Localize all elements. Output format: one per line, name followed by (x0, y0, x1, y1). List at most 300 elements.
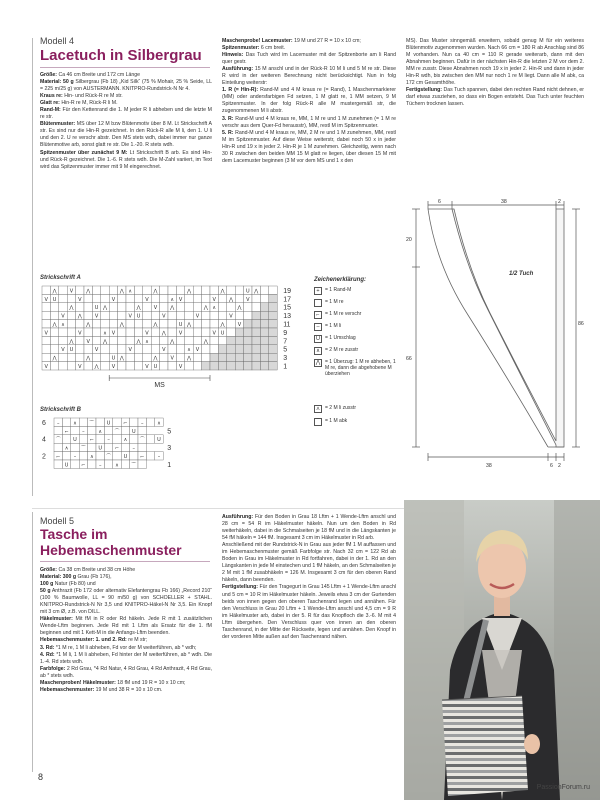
svg-text:⋀: ⋀ (102, 338, 108, 345)
chart-cell (202, 345, 210, 353)
chart-cell (42, 328, 50, 336)
chart-cell (260, 303, 268, 311)
svg-text:V: V (78, 296, 82, 303)
dim-label: 20 (406, 237, 412, 243)
chart-cell (50, 294, 58, 302)
model-label: Modell 5 (40, 516, 75, 526)
paragraph-text: Lt Strickschrift B arb. Es sind Hin- und Rück-R gezeichnet. Die 1.-6. R stets wdh. Die M-Zahl variiert, im Text wird das Spitzenmuster immer mit 9 M eingerechnet. (40, 149, 212, 170)
dim-label: 2 (558, 463, 561, 469)
dim-label: 38 (501, 199, 507, 205)
chart-cell (50, 362, 58, 370)
paragraph-heading: Glatt re: (40, 100, 60, 107)
svg-text:V: V (145, 364, 149, 370)
chart-cell (62, 426, 70, 434)
svg-text:V: V (44, 296, 48, 303)
row-number: 9 (283, 329, 288, 337)
chart-cell (176, 303, 184, 311)
svg-text:∧: ∧ (64, 445, 69, 452)
chart-cell (193, 362, 201, 370)
chart-cell (235, 345, 243, 353)
svg-text:⋀: ⋀ (220, 288, 225, 295)
chart-cell (67, 362, 75, 370)
chart-cell (269, 320, 277, 328)
paragraph-text: Anthrazit (Fb 172 oder alternativ Elefantengrau Fb 166) „Record 210“ (100 % Baumwolle, LL = 90 m/50 g) von SCHOELLER + STAHL. KNITPRO-Rundstrick-N Nr 3,5 und KNITPRO-Häkel-N Nr 3,5. Ein Knopf mit 3 cm Ø, z.B. von DILL. (40, 588, 212, 616)
chart-cell (126, 353, 134, 361)
chart-cell (244, 311, 252, 319)
paragraph-heading: 3. Rd: (40, 644, 55, 651)
chart-cell (79, 443, 87, 451)
paragraph-text: Hin- und Rück-R re M str. (62, 93, 123, 100)
chart-cell (151, 320, 159, 328)
paragraph-text: *1 M li, 1 M li abheben, Fd hinter der M weiterführen, ab * wdh. Die 1.-4. Rd stets wdh. (40, 651, 212, 665)
model-photo (404, 500, 600, 800)
svg-text:∧: ∧ (128, 288, 133, 295)
chart-cell (104, 426, 112, 434)
svg-text:⌒: ⌒ (80, 445, 86, 452)
svg-text:∧: ∧ (73, 420, 77, 427)
paragraph-text: Silbergrau (Fb 18) „Kid Silk“ (75 % Mohair, 25 % Seide, LL = 225 m/25 g) von AUSTERMANN. KNITPRO-Rundstrick-N Nr 4. (40, 79, 212, 93)
chart-cell (54, 452, 62, 460)
svg-text:V: V (170, 355, 174, 362)
chart-cell (59, 362, 67, 370)
paragraph (40, 666, 212, 680)
chart-cell (202, 320, 210, 328)
chart-cell (260, 311, 268, 319)
svg-text:⋀: ⋀ (228, 296, 234, 303)
chart-cell (84, 320, 92, 328)
chart-cell (176, 286, 184, 294)
paragraph-text: Natur (Fb 80) und (53, 581, 96, 588)
paragraph-text: 6 cm breit. (259, 45, 286, 52)
chart-cell (235, 353, 243, 361)
chart-cell (227, 328, 235, 336)
svg-text:⋀: ⋀ (186, 288, 192, 295)
svg-text:–: – (107, 437, 110, 444)
chart-cell (202, 294, 210, 302)
chart-cell (113, 426, 121, 434)
chart-cell (218, 320, 226, 328)
chart-cell (218, 328, 226, 336)
chart-cell (101, 328, 109, 336)
chart-cell (143, 336, 151, 344)
chart-cell (134, 303, 142, 311)
chart-cell (168, 320, 176, 328)
row-number: 15 (283, 304, 291, 312)
chart-cell (62, 443, 70, 451)
paragraph-text: Das Tuch wird im Lacemuster mit der Spitzenborte am li Rand quer gestr. (222, 52, 396, 66)
chart-cell (235, 286, 243, 294)
chart-cell (185, 328, 193, 336)
svg-text:∧: ∧ (98, 428, 103, 435)
chart-cell (269, 362, 277, 370)
chart-cell (143, 286, 151, 294)
svg-text:V: V (78, 364, 82, 370)
paragraph-text: re M str; (126, 637, 148, 644)
chart-cell (193, 353, 201, 361)
chart-cell (121, 426, 129, 434)
text-column (40, 567, 212, 773)
paragraph (40, 79, 212, 93)
svg-text:∧: ∧ (89, 454, 94, 460)
chart-cell (126, 345, 134, 353)
chart-cell (260, 294, 268, 302)
chart-cell (252, 336, 260, 344)
chart-cell (185, 320, 193, 328)
chart-cell (260, 286, 268, 294)
paragraph-text: 19 M und 27 R = 10 x 10 cm; (292, 38, 361, 44)
text-column (222, 514, 396, 776)
chart-cell (42, 320, 50, 328)
svg-text:V: V (111, 330, 116, 337)
chart-cell (67, 353, 75, 361)
chart-cell (160, 311, 168, 319)
svg-text:V: V (212, 296, 216, 303)
row-number: 11 (283, 321, 291, 329)
chart-cell (88, 443, 96, 451)
chart-cell (227, 362, 235, 370)
chart-cell (92, 294, 100, 302)
legend-text: = 1 Rand-M (325, 287, 352, 293)
chart-cell (84, 353, 92, 361)
chart-cell (50, 286, 58, 294)
title-rule (40, 67, 210, 68)
chart-cell (218, 345, 226, 353)
chart-cell (54, 426, 62, 434)
chart-cell (269, 345, 277, 353)
chart-cell (151, 328, 159, 336)
paragraph (222, 130, 396, 165)
row-number: 5 (283, 346, 288, 354)
row-number: 7 (283, 338, 288, 346)
svg-text:–: – (56, 420, 60, 427)
section-bar (32, 512, 33, 772)
chart-cell (252, 328, 260, 336)
legend-symbol-icon: ⋏ (315, 406, 321, 412)
svg-text:⋀: ⋀ (86, 355, 91, 362)
chart-cell (252, 294, 260, 302)
svg-text:∧: ∧ (157, 420, 161, 427)
chart-cell (168, 336, 176, 344)
model-label: Modell 4 (40, 36, 75, 46)
svg-text:⌒: ⌒ (139, 437, 145, 444)
legend-item (314, 347, 400, 355)
chart-cell (151, 336, 159, 344)
svg-text:V: V (246, 296, 250, 303)
chart-cell (126, 320, 134, 328)
paragraph-heading: Größe: (40, 72, 58, 78)
chart-cell (101, 353, 109, 361)
chart-cell (235, 311, 243, 319)
chart-cell (235, 328, 243, 336)
chart-cell (185, 353, 193, 361)
chart-cell (84, 311, 92, 319)
svg-text:⌒: ⌒ (131, 462, 137, 469)
chart-cell (176, 336, 184, 344)
chart-cell (42, 294, 50, 302)
chart-cell (227, 286, 235, 294)
chart-cell (109, 328, 117, 336)
chart-cell (84, 328, 92, 336)
chart-cell (185, 345, 193, 353)
chart-cell (62, 435, 70, 443)
svg-text:V: V (178, 330, 183, 337)
chart-cell (113, 418, 121, 426)
chart-cell (252, 286, 260, 294)
svg-text:⋀: ⋀ (153, 355, 158, 362)
paragraph-text: MS). Das Muster sinngemäß erweitern, sobald genug M für ein weiteres Blütenmotiv zugenommen wurden. Nach 66 cm = 180 R ab Anschlag sind 86 M vorhanden. Nun ca 40 cm = 110 R gerade weiterarb, dann mit den Abnahmen beginnen. Dafür in der nächsten Hin-R die letzten 2 M vor dem 2. MM re zusstr. Diese Abnahmen noch 19 x in jeder 2. Hin-R und dann in jeder Hin-R wdh, bis zwischen den MM nur noch 1 re M liegt. Dann alle M abk, ca 172 cm Gesamthöhe. (406, 38, 584, 87)
svg-text:U: U (220, 330, 225, 337)
svg-text:V: V (195, 313, 200, 320)
legend-item (314, 311, 400, 319)
svg-text:⋀: ⋀ (102, 305, 108, 312)
chart-cell (71, 460, 79, 468)
svg-text:⋀: ⋀ (254, 288, 259, 295)
chart-cell (210, 303, 218, 311)
chart-cell (269, 294, 277, 302)
chart-cell (227, 294, 235, 302)
chart-cell (160, 353, 168, 361)
svg-text:∧: ∧ (145, 338, 149, 345)
chart-cell (218, 311, 226, 319)
chart-cell (118, 303, 126, 311)
svg-text:U: U (123, 454, 128, 460)
chart-cell (227, 345, 235, 353)
svg-text:V: V (69, 288, 74, 295)
paragraph (222, 38, 396, 45)
dim-label: 86 (578, 321, 584, 327)
chart-b (40, 416, 200, 472)
legend-text: = 2 M re zusstr (325, 347, 359, 353)
svg-text:V: V (145, 330, 149, 337)
svg-text:⌐: ⌐ (123, 420, 128, 427)
chart-cell (54, 443, 62, 451)
paragraph-text: Ca 46 cm Breite und 172 cm Länge (57, 72, 141, 78)
chart-cell (235, 294, 243, 302)
chart-cell (202, 286, 210, 294)
svg-text:⋀: ⋀ (203, 338, 208, 345)
svg-text:V: V (78, 330, 82, 337)
chart-cell (104, 435, 112, 443)
paragraph-text: Anschließend mit der Rundstrick-N in Grau aus jeder fM 1 M auffassen und im Hebemaschenmuster gemäß Farbfolge str. Nach 32 cm = 122 Rd ab Boden in Grau im Häkelmuster in Rd fortfahren, dabei in der 1. Rd an den Längskanten in jede M einstechen und 1 fM häkeln, an den Schmalseiten je 2 M mit 1 fM zusabhäkeln = 126 M. Insgesamt 3 cm für den oberen Rand häkeln, dann beenden. (222, 542, 396, 584)
chart-cell (42, 345, 50, 353)
chart-cell (193, 311, 201, 319)
paragraph-text: Ca 38 cm Breite und 38 cm Höhe (57, 567, 136, 573)
svg-text:⋀: ⋀ (186, 322, 192, 328)
svg-text:V: V (195, 347, 200, 354)
chart-cell (67, 294, 75, 302)
row-number: 4 (42, 436, 46, 444)
chart-cell (218, 362, 226, 370)
chart-cell (193, 320, 201, 328)
svg-text:U: U (69, 347, 74, 354)
chart-cell (76, 303, 84, 311)
paragraph-heading: 5. R: (222, 129, 234, 136)
chart-cell (210, 320, 218, 328)
chart-cell (168, 345, 176, 353)
chart-cell (59, 311, 67, 319)
chart-cell (59, 353, 67, 361)
chart-cell (185, 336, 193, 344)
chart-cell (71, 435, 79, 443)
chart-cell (118, 286, 126, 294)
chart-cell (59, 286, 67, 294)
chart-cell (202, 336, 210, 344)
chart-cell (84, 345, 92, 353)
svg-text:⌐: ⌐ (114, 445, 120, 452)
chart-cell (118, 311, 126, 319)
legend-symbol-icon: + (314, 287, 322, 295)
chart-cell (101, 362, 109, 370)
chart-cell (210, 294, 218, 302)
paragraph (40, 652, 212, 666)
chart-cell (210, 353, 218, 361)
paragraph-heading: Maschenprobe! Lacemuster: (222, 38, 293, 44)
chart-cell (176, 320, 184, 328)
chart-cell (146, 452, 154, 460)
chart-cell (59, 294, 67, 302)
chart-cell (134, 311, 142, 319)
chart-cell (210, 328, 218, 336)
paragraph-text: Für den Boden in Grau 18 Lftm + 1 Wende-Lftm anschl und 28 cm = 54 R im Häkelmuster häkeln. Nun um den Boden in Rd weiterhäkeln, dabei in die Schmalseiten je 18 fM und in die Längskanten je 54 fM häkeln = 144 fM. Insgesamt 3 cm im Häkelmuster in Rd arb. (222, 514, 396, 542)
chart-cell (244, 336, 252, 344)
chart-cell (130, 443, 138, 451)
chart-cell (104, 443, 112, 451)
paragraph-text: Mit fM in R oder Rd häkeln. Jede R mit 1 zusätzlichen Wende-Lftm beginnen. Jede Rd mit 1 Lftm als Ersatz für die 1. fM beginnen und mit 1 Kett-M in die Anfangs-Lftm beenden. (40, 616, 212, 637)
chart-cell (109, 311, 117, 319)
chart-cell (121, 435, 129, 443)
chart-cell (109, 294, 117, 302)
chart-cell (71, 443, 79, 451)
chart-cell (96, 443, 104, 451)
row-number: 3 (283, 355, 288, 363)
section-title: Lacetuch in Silbergrau (40, 47, 202, 64)
chart-cell (155, 435, 163, 443)
chart-cell (151, 294, 159, 302)
svg-text:V: V (162, 347, 166, 354)
chart-cell (84, 303, 92, 311)
chart-cell (118, 328, 126, 336)
paragraph-heading: Maschenproben! Häkelmuster: (40, 679, 116, 686)
chart-cell (118, 353, 126, 361)
chart-cell (155, 418, 163, 426)
section-bar (32, 38, 33, 496)
chart-cell (244, 294, 252, 302)
paragraph (406, 38, 584, 87)
chart-cell (121, 452, 129, 460)
svg-text:V: V (178, 296, 183, 303)
chart-cell (126, 362, 134, 370)
svg-text:⌒: ⌒ (55, 437, 61, 444)
paragraph (222, 66, 396, 87)
chart-cell (101, 286, 109, 294)
paragraph (40, 588, 212, 616)
chart-cell (202, 353, 210, 361)
svg-text:⋀: ⋀ (203, 305, 208, 312)
svg-text:⋀: ⋀ (77, 313, 82, 320)
svg-text:⋀: ⋀ (170, 338, 175, 345)
chart-cell (134, 286, 142, 294)
dim-label: 66 (406, 356, 412, 362)
chart-cell (260, 336, 268, 344)
chart-cell (130, 426, 138, 434)
chart-cell (218, 336, 226, 344)
legend-symbol-icon (314, 299, 322, 307)
chart-cell (50, 320, 58, 328)
legend-item (314, 418, 400, 426)
paragraph-heading: Ausführung: (222, 66, 254, 73)
chart-cell (59, 345, 67, 353)
chart-cell (168, 286, 176, 294)
chart-cell (109, 362, 117, 370)
chart-cell (193, 345, 201, 353)
chart-cell (54, 418, 62, 426)
paragraph (40, 680, 212, 687)
chart-cell (185, 294, 193, 302)
chart-cell (160, 303, 168, 311)
chart-cell (101, 320, 109, 328)
chart-cell (151, 345, 159, 353)
chart-cell (260, 353, 268, 361)
chart-cell (151, 362, 159, 370)
chart-cell (218, 286, 226, 294)
chart-cell (218, 303, 226, 311)
chart-cell (151, 286, 159, 294)
chart-cell (168, 303, 176, 311)
chart-b-title: Strickschrift B (40, 407, 82, 413)
chart-cell (126, 303, 134, 311)
chart-cell (71, 418, 79, 426)
svg-text:V: V (61, 347, 65, 354)
chart-cell (143, 320, 151, 328)
legend-text: = 1 M re verschr (325, 311, 362, 317)
chart-cell (244, 345, 252, 353)
legend-text: = 1 M abk (325, 418, 348, 424)
chart-cell (193, 286, 201, 294)
text-column (406, 38, 584, 178)
chart-cell (59, 303, 67, 311)
paragraph-heading: 100 g (40, 581, 54, 588)
paragraph (222, 87, 396, 115)
svg-text:⋀: ⋀ (186, 355, 192, 362)
paragraph (40, 567, 212, 574)
chart-cell (96, 460, 104, 468)
chart-cell (67, 328, 75, 336)
chart-cell (62, 452, 70, 460)
paragraph-heading: Kraus re: (40, 93, 63, 100)
paragraph-text: Grau (Fb 176), (76, 574, 112, 581)
legend-item (314, 405, 400, 413)
paragraph-heading: Ausführung: (222, 514, 254, 520)
chart-cell (79, 426, 87, 434)
chart-cell (252, 320, 260, 328)
legend-text: = 1 M re (325, 299, 344, 305)
chart-cell (244, 303, 252, 311)
chart-cell (160, 345, 168, 353)
chart-cell (67, 303, 75, 311)
chart-cell (92, 353, 100, 361)
paragraph (40, 616, 212, 637)
chart-cell (67, 286, 75, 294)
paragraph (222, 116, 396, 130)
chart-cell (185, 303, 193, 311)
chart-cell (146, 418, 154, 426)
chart-cell (252, 362, 260, 370)
chart-cell (96, 435, 104, 443)
chart-cell (126, 328, 134, 336)
svg-text:V: V (94, 347, 99, 354)
paragraph (222, 52, 396, 66)
chart-cell (151, 353, 159, 361)
